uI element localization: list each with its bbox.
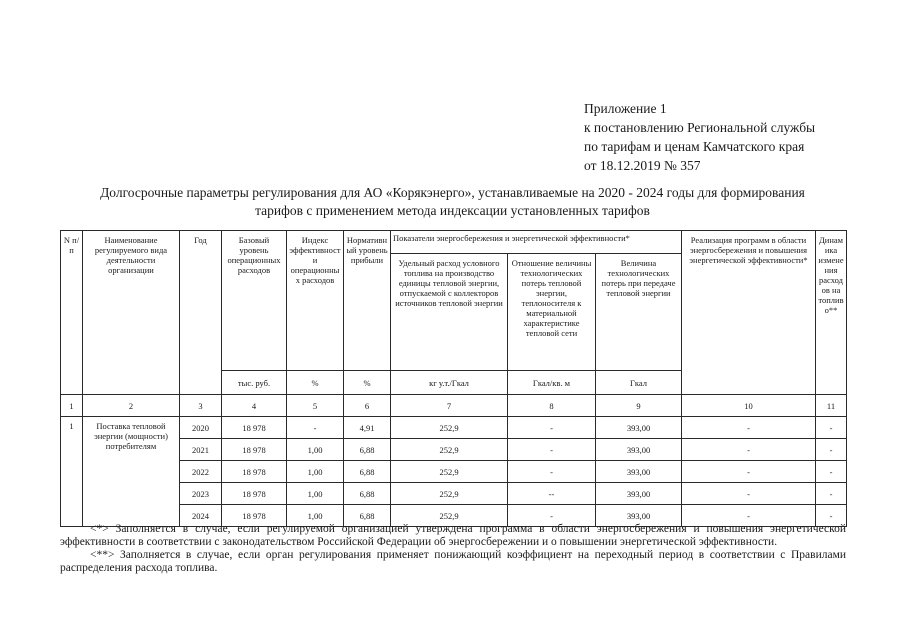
unit-fuel: кг у.т./Гкал bbox=[391, 371, 508, 395]
column-numbers-row bbox=[61, 395, 847, 417]
col-number: 2 bbox=[83, 395, 180, 417]
activity-name: Поставка тепловой энергии (мощности) потребителям bbox=[83, 417, 180, 527]
header-energy-group: Показатели энергосбережения и энергетической эффективности* bbox=[391, 231, 682, 254]
cell-base: 18 978 bbox=[222, 483, 287, 505]
cell-fuel: 252,9 bbox=[391, 417, 508, 439]
cell-base: 18 978 bbox=[222, 461, 287, 483]
cell-program: - bbox=[682, 483, 816, 505]
cell-year: 2020 bbox=[180, 417, 222, 439]
annex-line-2: к постановлению Региональной службы bbox=[584, 120, 816, 135]
header-base-level: Базовый уровень операционных расходов bbox=[222, 231, 287, 371]
header-loss-ratio: Отношение величины технологических потерь тепловой энергии, теплоносителя к материальной характеристике тепловой сети bbox=[508, 254, 596, 371]
regulation-parameters-table bbox=[60, 230, 847, 527]
cell-dynamics: - bbox=[816, 505, 847, 527]
cell-fuel: 252,9 bbox=[391, 439, 508, 461]
annex-line-3: по тарифам и ценам Камчатского края bbox=[584, 139, 805, 154]
cell-fuel: 252,9 bbox=[391, 461, 508, 483]
cell-loss-ratio: - bbox=[508, 505, 596, 527]
unit-index: % bbox=[287, 371, 344, 395]
cell-dynamics: - bbox=[816, 417, 847, 439]
cell-dynamics: - bbox=[816, 439, 847, 461]
col-number: 9 bbox=[596, 395, 682, 417]
cell-year: 2021 bbox=[180, 439, 222, 461]
cell-program: - bbox=[682, 439, 816, 461]
row-number: 1 bbox=[61, 417, 83, 527]
cell-year: 2024 bbox=[180, 505, 222, 527]
cell-tech-loss: 393,00 bbox=[596, 439, 682, 461]
footnotes bbox=[60, 523, 846, 575]
cell-index: 1,00 bbox=[287, 461, 344, 483]
header-program: Реализация программ в области энергосбережения и повышения энергетической эффективности* bbox=[682, 231, 816, 395]
table-row bbox=[61, 417, 847, 439]
col-number: 1 bbox=[61, 395, 83, 417]
cell-index: - bbox=[287, 417, 344, 439]
title-line-1: Долгосрочные параметры регулирования для АО «Корякэнерго», устанавливаемые на 2020 - 2024 годы для формирования bbox=[100, 185, 805, 200]
header-activity: Наименование регулируемого вида деятельности организации bbox=[83, 231, 180, 395]
cell-tech-loss: 393,00 bbox=[596, 461, 682, 483]
cell-dynamics: - bbox=[816, 461, 847, 483]
cell-index: 1,00 bbox=[287, 505, 344, 527]
cell-program: - bbox=[682, 417, 816, 439]
col-number: 6 bbox=[344, 395, 391, 417]
col-number: 11 bbox=[816, 395, 847, 417]
col-number: 5 bbox=[287, 395, 344, 417]
footnote-2: <**> Заполняется в случае, если орган регулирования применяет понижающий коэффициент на переходный период в соответствии с Правилами распределения расхода топлива. bbox=[60, 549, 846, 574]
cell-program: - bbox=[682, 461, 816, 483]
header-tech-losses: Величина технологических потерь при передаче тепловой энергии bbox=[596, 254, 682, 371]
cell-profit: 6,88 bbox=[344, 461, 391, 483]
cell-profit: 6,88 bbox=[344, 505, 391, 527]
cell-loss-ratio: - bbox=[508, 417, 596, 439]
footnote-1: <*> Заполняется в случае, если регулируемой организацией утверждена программа в области энергосбережения и повышения энергетической эффективности в соответствии с законодательством Российской Федерации об энергосбережении и о повышении энергетической эффективности. bbox=[60, 523, 846, 548]
cell-loss-ratio: -- bbox=[508, 483, 596, 505]
cell-base: 18 978 bbox=[222, 505, 287, 527]
col-number: 3 bbox=[180, 395, 222, 417]
cell-base: 18 978 bbox=[222, 439, 287, 461]
cell-tech-loss: 393,00 bbox=[596, 417, 682, 439]
header-efficiency-index: Индекс эффективности операционных расходов bbox=[287, 231, 344, 371]
col-number: 4 bbox=[222, 395, 287, 417]
cell-index: 1,00 bbox=[287, 439, 344, 461]
header-fuel-dynamics: Динамика изменения расходов на топливо** bbox=[816, 231, 847, 395]
cell-profit: 6,88 bbox=[344, 439, 391, 461]
cell-fuel: 252,9 bbox=[391, 505, 508, 527]
cell-program: - bbox=[682, 505, 816, 527]
cell-tech-loss: 393,00 bbox=[596, 505, 682, 527]
col-number: 8 bbox=[508, 395, 596, 417]
col-number: 7 bbox=[391, 395, 508, 417]
annex-line-1: Приложение 1 bbox=[584, 101, 667, 116]
annex-line-4: от 18.12.2019 № 357 bbox=[584, 158, 701, 173]
cell-year: 2023 bbox=[180, 483, 222, 505]
unit-base: тыс. руб. bbox=[222, 371, 287, 395]
header-year: Год bbox=[180, 231, 222, 395]
header-fuel-consumption: Удельный расход условного топлива на производство единицы тепловой энергии, отпускаемой с коллекторов источников тепловой энергии bbox=[391, 254, 508, 371]
cell-profit: 4,91 bbox=[344, 417, 391, 439]
cell-index: 1,00 bbox=[287, 483, 344, 505]
title-line-2: тарифов с применением метода индексации установленных тарифов bbox=[255, 203, 650, 218]
cell-dynamics: - bbox=[816, 483, 847, 505]
header-profit-level: Нормативный уровень прибыли bbox=[344, 231, 391, 371]
cell-fuel: 252,9 bbox=[391, 483, 508, 505]
cell-tech-loss: 393,00 bbox=[596, 483, 682, 505]
cell-profit: 6,88 bbox=[344, 483, 391, 505]
unit-tech-losses: Гкал bbox=[596, 371, 682, 395]
cell-year: 2022 bbox=[180, 461, 222, 483]
col-number: 10 bbox=[682, 395, 816, 417]
unit-loss-ratio: Гкал/кв. м bbox=[508, 371, 596, 395]
document-title bbox=[20, 184, 885, 220]
annex-block bbox=[584, 99, 815, 175]
header-num: N п/п bbox=[61, 231, 83, 395]
cell-loss-ratio: - bbox=[508, 439, 596, 461]
cell-base: 18 978 bbox=[222, 417, 287, 439]
unit-profit: % bbox=[344, 371, 391, 395]
cell-loss-ratio: - bbox=[508, 461, 596, 483]
